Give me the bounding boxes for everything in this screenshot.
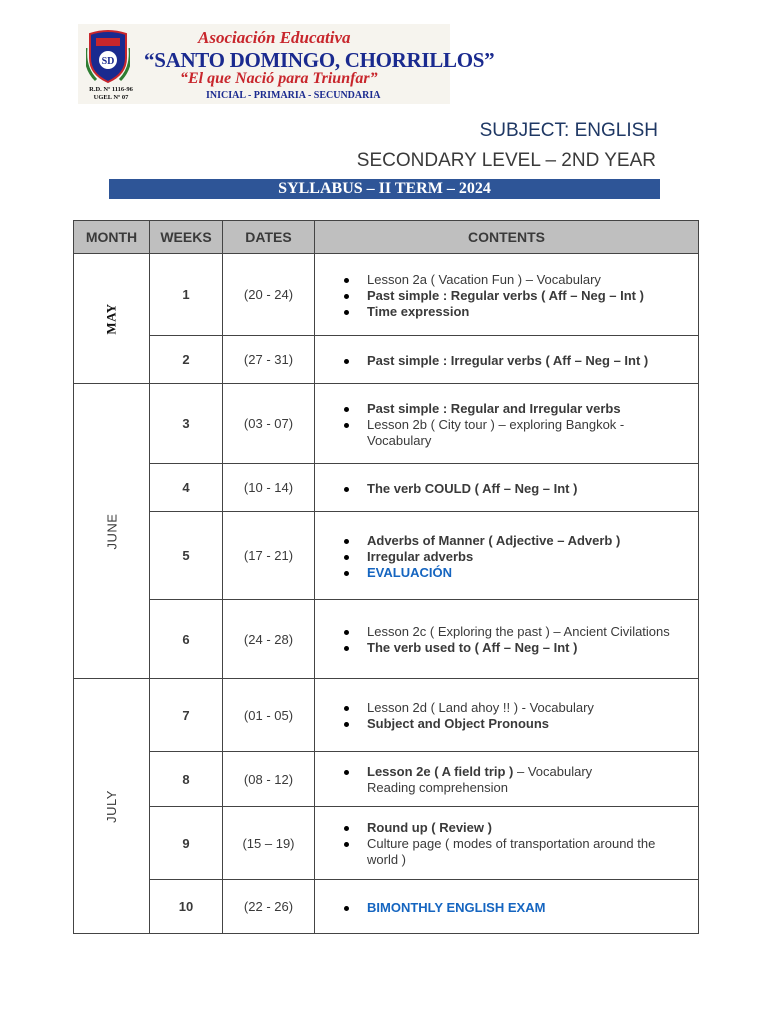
content-item: Culture page ( modes of transportation around the world ) xyxy=(341,836,686,868)
week-dates: (01 - 05) xyxy=(223,679,315,752)
content-item: Time expression xyxy=(341,304,686,320)
school-crest-icon xyxy=(86,28,130,84)
school-levels: INICIAL - PRIMARIA - SECUNDARIA xyxy=(206,90,381,101)
content-item: Subject and Object Pronouns xyxy=(341,716,686,732)
week-dates: (03 - 07) xyxy=(223,384,315,464)
content-item xyxy=(341,764,686,780)
content-item-rest: – Vocabulary xyxy=(513,764,593,779)
week-number: 1 xyxy=(150,254,223,336)
month-label: JULY xyxy=(103,789,119,823)
week-dates: (22 - 26) xyxy=(223,880,315,934)
week-contents xyxy=(315,336,699,384)
week-dates: (20 - 24) xyxy=(223,254,315,336)
week-contents xyxy=(315,600,699,679)
content-item: Adverbs of Manner ( Adjective – Adverb ) xyxy=(341,533,686,549)
svg-text:SD: SD xyxy=(101,56,115,67)
week-contents xyxy=(315,880,699,934)
content-item: Round up ( Review ) xyxy=(341,820,686,836)
content-item: Past simple : Regular verbs ( Aff – Neg – Int ) xyxy=(341,288,686,304)
school-logo xyxy=(78,24,495,104)
syllabus-table xyxy=(73,220,699,934)
week-dates: (15 – 19) xyxy=(223,807,315,880)
week-number: 3 xyxy=(150,384,223,464)
table-row xyxy=(74,752,699,807)
content-item: Lesson 2d ( Land ahoy !! ) - Vocabulary xyxy=(341,700,686,716)
week-contents xyxy=(315,679,699,752)
week-contents xyxy=(315,807,699,880)
association-label: Asociación Educativa xyxy=(198,28,351,47)
content-item: Past simple : Irregular verbs ( Aff – Neg – Int ) xyxy=(341,353,686,369)
school-name: “SANTO DOMINGO, CHORRILLOS” xyxy=(144,48,495,72)
table-row xyxy=(74,464,699,512)
week-number: 2 xyxy=(150,336,223,384)
table-row xyxy=(74,679,699,752)
table-row xyxy=(74,880,699,934)
header-weeks: WEEKS xyxy=(150,221,223,254)
week-number: 6 xyxy=(150,600,223,679)
subject-title: SUBJECT: ENGLISH xyxy=(479,120,658,141)
table-row xyxy=(74,336,699,384)
content-item: Lesson 2b ( City tour ) – exploring Bangkok - Vocabulary xyxy=(341,417,686,449)
week-dates: (10 - 14) xyxy=(223,464,315,512)
content-item: Irregular adverbs xyxy=(341,549,686,565)
evaluation-item: EVALUACIÓN xyxy=(341,565,686,581)
table-row xyxy=(74,384,699,464)
syllabus-banner: SYLLABUS – II TERM – 2024 xyxy=(109,179,660,199)
week-contents xyxy=(315,254,699,336)
content-item: Reading comprehension xyxy=(367,780,508,795)
table-row xyxy=(74,807,699,880)
week-number: 8 xyxy=(150,752,223,807)
table-header-row xyxy=(74,221,699,254)
week-contents xyxy=(315,464,699,512)
table-row xyxy=(74,600,699,679)
content-item: The verb COULD ( Aff – Neg – Int ) xyxy=(341,481,686,497)
content-item-bold: Lesson 2e ( A field trip ) xyxy=(367,764,514,779)
week-number: 4 xyxy=(150,464,223,512)
week-number: 10 xyxy=(150,880,223,934)
month-cell-may xyxy=(74,254,150,384)
month-cell-june xyxy=(74,384,150,679)
table-row xyxy=(74,254,699,336)
header-dates: DATES xyxy=(223,221,315,254)
week-dates: (27 - 31) xyxy=(223,336,315,384)
week-dates: (17 - 21) xyxy=(223,512,315,600)
week-dates: (08 - 12) xyxy=(223,752,315,807)
school-motto: “El que Nació para Triunfar” xyxy=(180,70,378,87)
week-contents xyxy=(315,752,699,807)
table-row xyxy=(74,512,699,600)
header-contents: CONTENTS xyxy=(315,221,699,254)
week-number: 5 xyxy=(150,512,223,600)
exam-item: BIMONTHLY ENGLISH EXAM xyxy=(341,900,686,916)
resolution-number: R.D. Nº 1116-96 UGEL Nº 07 xyxy=(89,86,133,101)
content-item: Lesson 2a ( Vacation Fun ) – Vocabulary xyxy=(341,272,686,288)
week-contents xyxy=(315,512,699,600)
level-title: SECONDARY LEVEL – 2ND YEAR xyxy=(356,150,656,171)
week-dates: (24 - 28) xyxy=(223,600,315,679)
header-month: MONTH xyxy=(74,221,150,254)
week-contents xyxy=(315,384,699,464)
month-label: MAY xyxy=(103,302,119,335)
month-label: JUNE xyxy=(103,513,119,549)
content-item: Lesson 2c ( Exploring the past ) – Ancient Civilations xyxy=(341,624,686,640)
content-item: The verb used to ( Aff – Neg – Int ) xyxy=(341,640,686,656)
month-cell-july xyxy=(74,679,150,934)
week-number: 7 xyxy=(150,679,223,752)
week-number: 9 xyxy=(150,807,223,880)
content-item: Past simple : Regular and Irregular verbs xyxy=(341,401,686,417)
